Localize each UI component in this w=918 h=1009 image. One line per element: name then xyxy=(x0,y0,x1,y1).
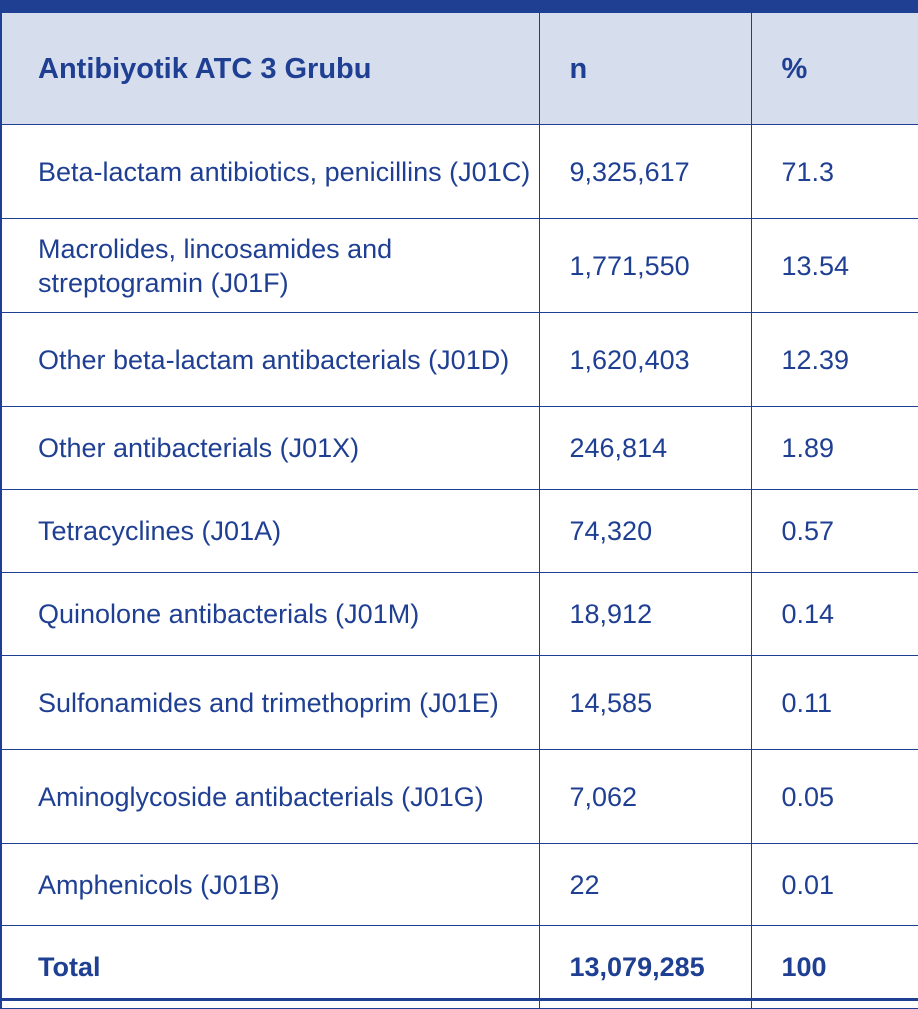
header-row xyxy=(1,13,918,125)
table-row xyxy=(1,313,918,407)
table-row xyxy=(1,219,918,313)
group-cell: Other antibacterials (J01X) xyxy=(1,407,539,490)
total-n: 13,079,285 xyxy=(539,926,751,1009)
n-cell: 1,620,403 xyxy=(539,313,751,407)
group-cell: Beta-lactam antibiotics, penicillins (J01C) xyxy=(1,125,539,219)
table-row xyxy=(1,125,918,219)
percent-cell: 12.39 xyxy=(751,313,918,407)
percent-cell: 71.3 xyxy=(751,125,918,219)
percent-cell: 0.01 xyxy=(751,844,918,926)
n-cell: 18,912 xyxy=(539,573,751,656)
group-cell: Tetracyclines (J01A) xyxy=(1,490,539,573)
total-percent: 100 xyxy=(751,926,918,1009)
group-cell: Quinolone antibacterials (J01M) xyxy=(1,573,539,656)
table-row xyxy=(1,490,918,573)
percent-cell: 0.57 xyxy=(751,490,918,573)
percent-cell: 13.54 xyxy=(751,219,918,313)
n-cell: 74,320 xyxy=(539,490,751,573)
n-cell: 9,325,617 xyxy=(539,125,751,219)
header-group: Antibiyotik ATC 3 Grubu xyxy=(1,13,539,125)
header-percent: % xyxy=(751,13,918,125)
percent-cell: 1.89 xyxy=(751,407,918,490)
group-cell: Amphenicols (J01B) xyxy=(1,844,539,926)
total-row xyxy=(1,926,918,1009)
group-cell: Other beta-lactam antibacterials (J01D) xyxy=(1,313,539,407)
group-cell: Sulfonamides and trimethoprim (J01E) xyxy=(1,656,539,750)
n-cell: 1,771,550 xyxy=(539,219,751,313)
percent-cell: 0.05 xyxy=(751,750,918,844)
antibiotic-table xyxy=(0,12,918,1009)
n-cell: 14,585 xyxy=(539,656,751,750)
percent-cell: 0.14 xyxy=(751,573,918,656)
header-n: n xyxy=(539,13,751,125)
table-row xyxy=(1,656,918,750)
n-cell: 7,062 xyxy=(539,750,751,844)
n-cell: 246,814 xyxy=(539,407,751,490)
n-cell: 22 xyxy=(539,844,751,926)
table-row xyxy=(1,573,918,656)
table-row xyxy=(1,844,918,926)
group-cell: Macrolides, lincosamides and streptogramin (J01F) xyxy=(1,219,539,313)
total-label: Total xyxy=(1,926,539,1009)
percent-cell: 0.11 xyxy=(751,656,918,750)
group-cell: Aminoglycoside antibacterials (J01G) xyxy=(1,750,539,844)
table-row xyxy=(1,407,918,490)
table-row xyxy=(1,750,918,844)
